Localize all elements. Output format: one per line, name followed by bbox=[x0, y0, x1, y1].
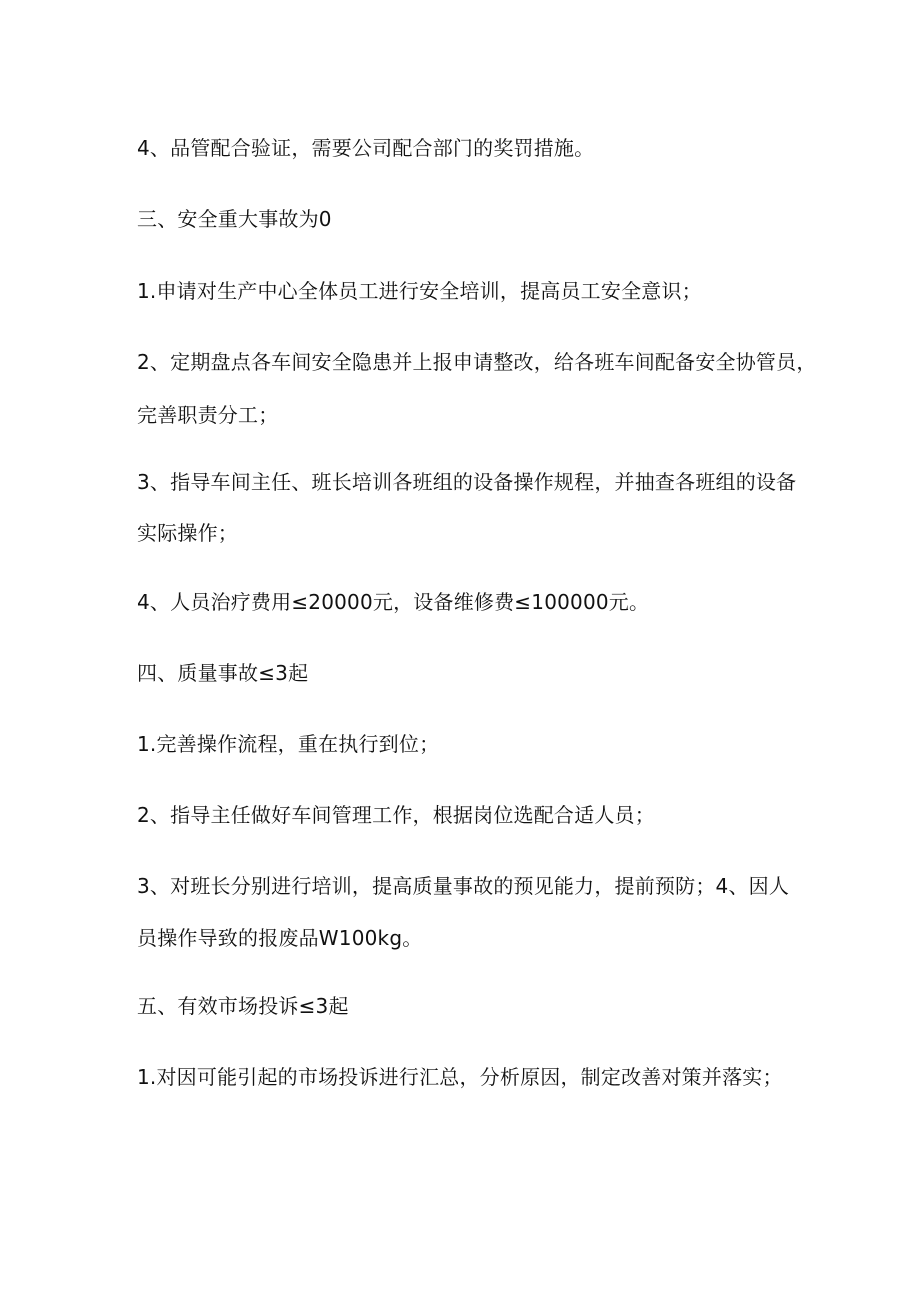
cost-limit-item: 4、人员治疗费用≤20000元，设备维修费≤100000元。 bbox=[137, 590, 650, 614]
complaint-analysis-item: 1.对因可能引起的市场投诉进行汇总，分析原因，制定改善对策并落实； bbox=[137, 1065, 783, 1089]
hazard-inspection-item-line-2: 完善职责分工； bbox=[137, 403, 279, 427]
process-improvement-item: 1.完善操作流程，重在执行到位； bbox=[137, 732, 440, 756]
equipment-training-item-line-1: 3、指导车间主任、班长培训各班组的设备操作规程，并抽查各班组的设备 bbox=[137, 470, 797, 494]
equipment-training-item-line-2: 实际操作； bbox=[137, 521, 238, 545]
management-guidance-item: 2、指导主任做好车间管理工作，根据岗位选配合适人员； bbox=[137, 803, 655, 827]
safety-training-item: 1.申请对生产中心全体员工进行安全培训，提高员工安全意识； bbox=[137, 279, 702, 303]
team-leader-training-item-line-1: 3、对班长分别进行培训，提高质量事故的预见能力，提前预防；4、因人 bbox=[137, 874, 790, 898]
section-heading-market-complaints: 五、有效市场投诉≤3起 bbox=[137, 994, 349, 1018]
hazard-inspection-item-line-1: 2、定期盘点各车间安全隐患并上报申请整改，给各班车间配备安全协管员， bbox=[137, 350, 817, 374]
section-heading-quality-incidents: 四、质量事故≤3起 bbox=[137, 661, 309, 685]
section-heading-safety: 三、安全重大事故为0 bbox=[137, 207, 332, 231]
team-leader-training-item-line-2: 员操作导致的报废品W100kg。 bbox=[137, 926, 423, 950]
quality-verification-item: 4、品管配合验证，需要公司配合部门的奖罚措施。 bbox=[137, 136, 595, 160]
